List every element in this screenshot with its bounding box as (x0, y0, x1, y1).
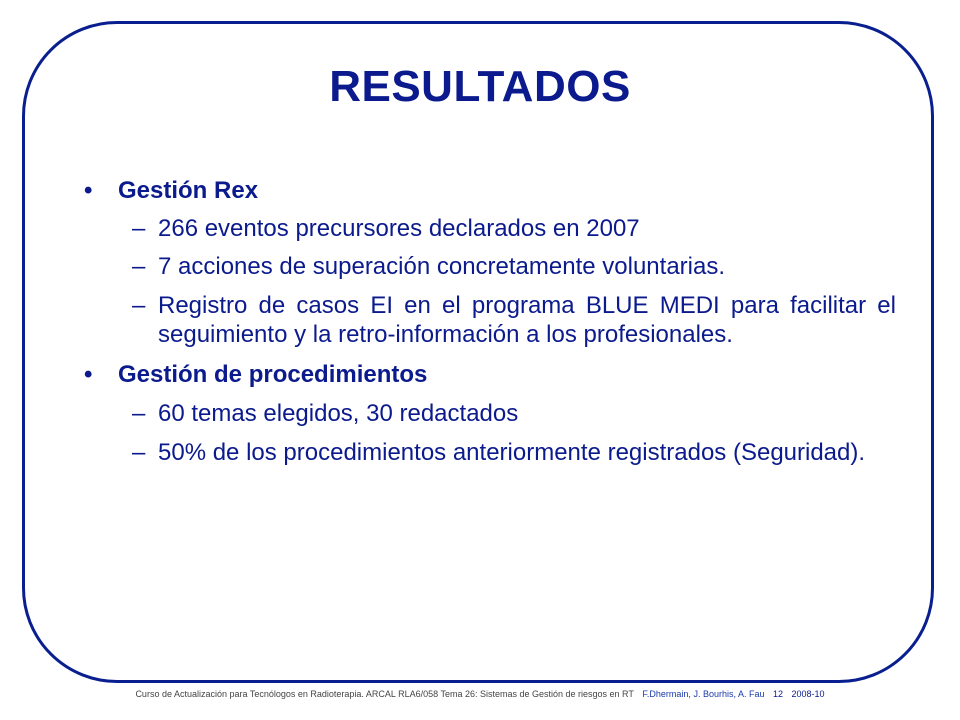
sub-item (132, 214, 896, 243)
dash-marker: – (132, 439, 146, 466)
sub-item-text: 266 eventos precursores declarados en 2007 (158, 215, 640, 242)
slide-content (84, 170, 896, 467)
slide-footer (0, 689, 960, 699)
footer-date: 2008-10 (791, 689, 825, 699)
bullet-label: Gestión Rex (118, 177, 259, 204)
footer-authors: F.Dhermain, J. Bourhis, A. Fau (642, 689, 765, 699)
sub-item-text: 7 acciones de superación concretamente voluntarias. (158, 253, 725, 280)
sub-item (132, 291, 896, 349)
sub-item-text: 60 temas elegidos, 30 redactados (158, 400, 519, 427)
footer-course: Curso de Actualización para Tecnólogos en Radioterapia. ARCAL RLA6/058 Tema 26: Sistemas de Gestión de riesgos en RT (135, 689, 634, 699)
sub-item-text: Registro de casos EI en el programa BLUE MEDI para facilitar el seguimiento y la retro-información a los profesionales. (158, 292, 896, 348)
bullet-label: Gestión de procedimientos (118, 361, 428, 388)
bullet-marker: • (84, 361, 93, 388)
slide-title: RESULTADOS (329, 62, 631, 111)
sub-item (132, 399, 896, 428)
sub-item (132, 252, 896, 281)
dash-marker: – (132, 400, 146, 427)
dash-marker: – (132, 215, 146, 242)
sub-item-text: 50% de los procedimientos anteriormente registrados (Seguridad). (158, 439, 866, 466)
bullet-gestion-procedimientos (84, 360, 896, 389)
dash-marker: – (132, 253, 146, 280)
sub-item (132, 438, 896, 467)
bullet-gestion-rex (84, 176, 896, 205)
footer-page-number: 12 (773, 689, 784, 699)
bullet-marker: • (84, 177, 93, 204)
dash-marker: – (132, 292, 146, 319)
